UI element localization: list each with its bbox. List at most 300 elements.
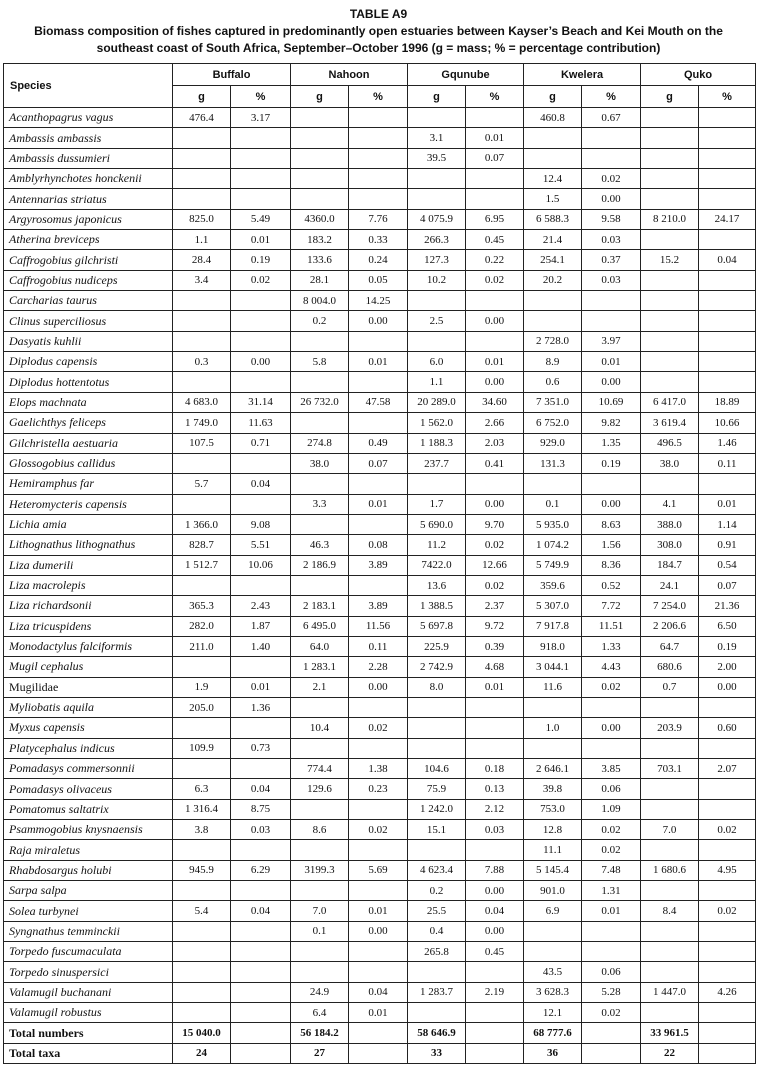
species-name: Diplodus capensis bbox=[4, 352, 173, 372]
mass-cell: 183.2 bbox=[291, 230, 349, 250]
mass-cell: 254.1 bbox=[524, 250, 582, 270]
mass-cell bbox=[173, 169, 231, 189]
species-name: Sarpa salpa bbox=[4, 881, 173, 901]
percent-cell bbox=[231, 1003, 291, 1023]
species-name: Pomadasys commersonnii bbox=[4, 759, 173, 779]
mass-cell bbox=[641, 291, 699, 311]
mass-cell: 237.7 bbox=[408, 453, 466, 473]
mass-cell: 0.1 bbox=[524, 494, 582, 514]
site-header-nahoon: Nahoon bbox=[291, 64, 408, 86]
mass-cell: 28.1 bbox=[291, 270, 349, 290]
percent-cell bbox=[582, 128, 641, 148]
percent-cell: 6.29 bbox=[231, 860, 291, 880]
total-cell: 15 040.0 bbox=[173, 1023, 231, 1043]
total-cell: 33 961.5 bbox=[641, 1023, 699, 1043]
table-row bbox=[4, 372, 756, 392]
percent-cell: 0.01 bbox=[582, 901, 641, 921]
percent-cell bbox=[699, 474, 756, 494]
table-row bbox=[4, 514, 756, 534]
mass-cell: 308.0 bbox=[641, 535, 699, 555]
percent-cell: 2.03 bbox=[466, 433, 524, 453]
table-caption bbox=[0, 6, 757, 57]
percent-cell bbox=[349, 799, 408, 819]
percent-cell: 10.66 bbox=[699, 413, 756, 433]
species-name: Gilchristella aestuaria bbox=[4, 433, 173, 453]
percent-cell: 0.52 bbox=[582, 575, 641, 595]
percent-cell: 0.73 bbox=[231, 738, 291, 758]
total-cell bbox=[582, 1023, 641, 1043]
percent-cell: 0.01 bbox=[466, 352, 524, 372]
mass-cell: 774.4 bbox=[291, 759, 349, 779]
percent-cell bbox=[349, 128, 408, 148]
mass-cell: 1 512.7 bbox=[173, 555, 231, 575]
unit-header-g: g bbox=[641, 86, 699, 108]
site-header-kwelera: Kwelera bbox=[524, 64, 641, 86]
percent-cell: 0.00 bbox=[231, 352, 291, 372]
mass-cell: 365.3 bbox=[173, 596, 231, 616]
mass-cell: 7 917.8 bbox=[524, 616, 582, 636]
mass-cell bbox=[641, 108, 699, 128]
total-cell: 27 bbox=[291, 1043, 349, 1063]
mass-cell: 5 697.8 bbox=[408, 616, 466, 636]
mass-cell bbox=[641, 921, 699, 941]
percent-cell bbox=[699, 148, 756, 168]
mass-cell bbox=[641, 942, 699, 962]
percent-cell bbox=[699, 881, 756, 901]
table-row bbox=[4, 128, 756, 148]
mass-cell: 828.7 bbox=[173, 535, 231, 555]
mass-cell bbox=[291, 881, 349, 901]
percent-cell: 1.46 bbox=[699, 433, 756, 453]
mass-cell bbox=[408, 738, 466, 758]
mass-cell: 7.0 bbox=[641, 820, 699, 840]
mass-cell bbox=[641, 840, 699, 860]
mass-cell: 6.3 bbox=[173, 779, 231, 799]
mass-cell bbox=[291, 962, 349, 982]
table-row bbox=[4, 331, 756, 351]
mass-cell: 21.4 bbox=[524, 230, 582, 250]
mass-cell: 274.8 bbox=[291, 433, 349, 453]
percent-cell: 21.36 bbox=[699, 596, 756, 616]
percent-cell bbox=[699, 697, 756, 717]
mass-cell bbox=[291, 413, 349, 433]
mass-cell bbox=[524, 128, 582, 148]
mass-cell: 680.6 bbox=[641, 657, 699, 677]
mass-cell: 26 732.0 bbox=[291, 392, 349, 412]
total-cell bbox=[466, 1023, 524, 1043]
table-body bbox=[4, 108, 756, 1064]
percent-cell bbox=[699, 189, 756, 209]
percent-cell bbox=[582, 921, 641, 941]
mass-cell: 703.1 bbox=[641, 759, 699, 779]
percent-cell: 10.69 bbox=[582, 392, 641, 412]
mass-cell: 0.1 bbox=[291, 921, 349, 941]
mass-cell bbox=[291, 148, 349, 168]
mass-cell: 918.0 bbox=[524, 636, 582, 656]
percent-cell bbox=[349, 108, 408, 128]
percent-cell: 0.02 bbox=[699, 901, 756, 921]
species-name: Diplodus hottentotus bbox=[4, 372, 173, 392]
table-row bbox=[4, 921, 756, 941]
species-name: Valamugil robustus bbox=[4, 1003, 173, 1023]
percent-cell: 47.58 bbox=[349, 392, 408, 412]
percent-cell bbox=[699, 372, 756, 392]
percent-cell: 0.18 bbox=[466, 759, 524, 779]
percent-cell: 1.09 bbox=[582, 799, 641, 819]
mass-cell: 24.9 bbox=[291, 982, 349, 1002]
mass-cell: 1 283.1 bbox=[291, 657, 349, 677]
mass-cell: 7 351.0 bbox=[524, 392, 582, 412]
mass-cell bbox=[641, 230, 699, 250]
table-row bbox=[4, 677, 756, 697]
mass-cell: 2 742.9 bbox=[408, 657, 466, 677]
total-cell: 22 bbox=[641, 1043, 699, 1063]
percent-cell: 8.36 bbox=[582, 555, 641, 575]
unit-header-pct: % bbox=[582, 86, 641, 108]
table-title: TABLE A9 bbox=[349, 7, 408, 21]
percent-cell: 0.03 bbox=[231, 820, 291, 840]
percent-cell: 0.06 bbox=[582, 962, 641, 982]
percent-cell: 7.88 bbox=[466, 860, 524, 880]
mass-cell: 7422.0 bbox=[408, 555, 466, 575]
table-row bbox=[4, 433, 756, 453]
species-name: Glossogobius callidus bbox=[4, 453, 173, 473]
mass-cell: 2 728.0 bbox=[524, 331, 582, 351]
percent-cell: 0.02 bbox=[582, 1003, 641, 1023]
table-row bbox=[4, 636, 756, 656]
percent-cell: 0.02 bbox=[466, 270, 524, 290]
percent-cell: 0.02 bbox=[582, 820, 641, 840]
mass-cell: 5.8 bbox=[291, 352, 349, 372]
mass-cell bbox=[173, 331, 231, 351]
species-name: Raja miraletus bbox=[4, 840, 173, 860]
mass-cell: 1.0 bbox=[524, 718, 582, 738]
percent-cell bbox=[349, 942, 408, 962]
mass-cell: 7 254.0 bbox=[641, 596, 699, 616]
mass-cell: 496.5 bbox=[641, 433, 699, 453]
mass-cell bbox=[173, 291, 231, 311]
species-name: Valamugil buchanani bbox=[4, 982, 173, 1002]
mass-cell: 3.1 bbox=[408, 128, 466, 148]
mass-cell: 2.5 bbox=[408, 311, 466, 331]
percent-cell bbox=[582, 474, 641, 494]
percent-cell bbox=[699, 291, 756, 311]
species-name: Rhabdosargus holubi bbox=[4, 860, 173, 880]
species-name: Gaelichthys feliceps bbox=[4, 413, 173, 433]
percent-cell bbox=[231, 494, 291, 514]
site-header-quko: Quko bbox=[641, 64, 756, 86]
total-cell bbox=[231, 1023, 291, 1043]
species-name: Elops machnata bbox=[4, 392, 173, 412]
mass-cell: 6.9 bbox=[524, 901, 582, 921]
percent-cell bbox=[231, 575, 291, 595]
mass-cell bbox=[641, 148, 699, 168]
percent-cell: 0.03 bbox=[582, 270, 641, 290]
percent-cell: 0.01 bbox=[349, 901, 408, 921]
percent-cell bbox=[699, 1003, 756, 1023]
mass-cell bbox=[408, 1003, 466, 1023]
percent-cell bbox=[466, 840, 524, 860]
mass-cell bbox=[173, 921, 231, 941]
mass-cell: 8.0 bbox=[408, 677, 466, 697]
mass-cell: 15.1 bbox=[408, 820, 466, 840]
percent-cell bbox=[349, 372, 408, 392]
mass-cell: 107.5 bbox=[173, 433, 231, 453]
percent-cell: 0.23 bbox=[349, 779, 408, 799]
species-name: Hemiramphus far bbox=[4, 474, 173, 494]
mass-cell bbox=[291, 840, 349, 860]
percent-cell bbox=[231, 331, 291, 351]
percent-cell: 2.00 bbox=[699, 657, 756, 677]
species-name: Pomatomus saltatrix bbox=[4, 799, 173, 819]
percent-cell bbox=[699, 799, 756, 819]
table-row bbox=[4, 250, 756, 270]
table-row bbox=[4, 596, 756, 616]
species-name: Syngnathus temminckii bbox=[4, 921, 173, 941]
mass-cell bbox=[641, 270, 699, 290]
percent-cell: 18.89 bbox=[699, 392, 756, 412]
table-row bbox=[4, 270, 756, 290]
total-cell bbox=[349, 1023, 408, 1043]
mass-cell: 6.4 bbox=[291, 1003, 349, 1023]
table-row bbox=[4, 962, 756, 982]
mass-cell: 104.6 bbox=[408, 759, 466, 779]
percent-cell bbox=[231, 840, 291, 860]
mass-cell: 5.7 bbox=[173, 474, 231, 494]
unit-header-g: g bbox=[524, 86, 582, 108]
total-label: Total numbers bbox=[4, 1023, 173, 1043]
percent-cell: 0.01 bbox=[231, 230, 291, 250]
percent-cell bbox=[699, 169, 756, 189]
percent-cell bbox=[231, 962, 291, 982]
mass-cell: 3 044.1 bbox=[524, 657, 582, 677]
mass-cell: 5 749.9 bbox=[524, 555, 582, 575]
percent-cell: 2.66 bbox=[466, 413, 524, 433]
percent-cell bbox=[699, 779, 756, 799]
percent-cell bbox=[349, 514, 408, 534]
mass-cell: 929.0 bbox=[524, 433, 582, 453]
percent-cell: 11.51 bbox=[582, 616, 641, 636]
mass-cell bbox=[641, 962, 699, 982]
mass-cell bbox=[641, 779, 699, 799]
table-row bbox=[4, 575, 756, 595]
percent-cell: 3.97 bbox=[582, 331, 641, 351]
percent-cell bbox=[349, 738, 408, 758]
mass-cell: 20.2 bbox=[524, 270, 582, 290]
mass-cell: 129.6 bbox=[291, 779, 349, 799]
table-row bbox=[4, 820, 756, 840]
mass-cell bbox=[524, 311, 582, 331]
percent-cell: 11.63 bbox=[231, 413, 291, 433]
species-name: Argyrosomus japonicus bbox=[4, 209, 173, 229]
mass-cell bbox=[291, 738, 349, 758]
mass-cell: 1 388.5 bbox=[408, 596, 466, 616]
mass-cell bbox=[291, 331, 349, 351]
percent-cell: 24.17 bbox=[699, 209, 756, 229]
total-row bbox=[4, 1023, 756, 1043]
mass-cell bbox=[408, 189, 466, 209]
percent-cell: 0.01 bbox=[582, 352, 641, 372]
percent-cell bbox=[699, 942, 756, 962]
percent-cell: 0.01 bbox=[349, 1003, 408, 1023]
percent-cell: 0.06 bbox=[582, 779, 641, 799]
percent-cell bbox=[466, 718, 524, 738]
mass-cell: 64.0 bbox=[291, 636, 349, 656]
table-row bbox=[4, 108, 756, 128]
percent-cell: 0.02 bbox=[231, 270, 291, 290]
percent-cell: 0.00 bbox=[466, 494, 524, 514]
mass-cell: 225.9 bbox=[408, 636, 466, 656]
mass-cell bbox=[408, 840, 466, 860]
total-cell bbox=[466, 1043, 524, 1063]
percent-cell bbox=[349, 575, 408, 595]
caption-line-1: Biomass composition of fishes captured in predominantly open estuaries between Kayser’s Beach and Kei Mouth on the bbox=[34, 24, 723, 38]
percent-cell: 0.71 bbox=[231, 433, 291, 453]
species-name: Lithognathus lithognathus bbox=[4, 535, 173, 555]
percent-cell bbox=[466, 1003, 524, 1023]
percent-cell: 1.35 bbox=[582, 433, 641, 453]
mass-cell: 0.6 bbox=[524, 372, 582, 392]
species-name: Solea turbynei bbox=[4, 901, 173, 921]
mass-cell: 5 690.0 bbox=[408, 514, 466, 534]
mass-cell: 3.4 bbox=[173, 270, 231, 290]
percent-cell: 1.36 bbox=[231, 697, 291, 717]
percent-cell: 10.06 bbox=[231, 555, 291, 575]
percent-cell: 2.28 bbox=[349, 657, 408, 677]
table-row bbox=[4, 982, 756, 1002]
percent-cell: 0.37 bbox=[582, 250, 641, 270]
percent-cell: 0.22 bbox=[466, 250, 524, 270]
percent-cell: 9.08 bbox=[231, 514, 291, 534]
mass-cell bbox=[173, 575, 231, 595]
mass-cell bbox=[641, 1003, 699, 1023]
percent-cell: 5.28 bbox=[582, 982, 641, 1002]
table-row bbox=[4, 616, 756, 636]
table-row bbox=[4, 474, 756, 494]
mass-cell bbox=[524, 474, 582, 494]
mass-cell bbox=[173, 942, 231, 962]
mass-cell bbox=[173, 128, 231, 148]
biomass-table bbox=[3, 63, 756, 1064]
mass-cell bbox=[173, 372, 231, 392]
percent-cell: 2.43 bbox=[231, 596, 291, 616]
mass-cell: 8 210.0 bbox=[641, 209, 699, 229]
species-name: Carcharias taurus bbox=[4, 291, 173, 311]
site-header-gqunube: Gqunube bbox=[408, 64, 524, 86]
percent-cell: 8.75 bbox=[231, 799, 291, 819]
mass-cell: 1.1 bbox=[408, 372, 466, 392]
mass-cell: 1 447.0 bbox=[641, 982, 699, 1002]
species-name: Platycephalus indicus bbox=[4, 738, 173, 758]
percent-cell: 31.14 bbox=[231, 392, 291, 412]
mass-cell: 1.7 bbox=[408, 494, 466, 514]
percent-cell: 0.00 bbox=[582, 494, 641, 514]
mass-cell: 753.0 bbox=[524, 799, 582, 819]
mass-cell: 10.4 bbox=[291, 718, 349, 738]
species-name: Liza tricuspidens bbox=[4, 616, 173, 636]
percent-cell: 5.51 bbox=[231, 535, 291, 555]
percent-cell: 0.13 bbox=[466, 779, 524, 799]
mass-cell: 6 588.3 bbox=[524, 209, 582, 229]
mass-cell: 6 752.0 bbox=[524, 413, 582, 433]
mass-cell bbox=[641, 881, 699, 901]
percent-cell: 0.54 bbox=[699, 555, 756, 575]
percent-cell: 1.14 bbox=[699, 514, 756, 534]
percent-cell bbox=[466, 189, 524, 209]
percent-cell: 0.04 bbox=[349, 982, 408, 1002]
percent-cell: 0.39 bbox=[466, 636, 524, 656]
mass-cell: 0.3 bbox=[173, 352, 231, 372]
percent-cell bbox=[699, 311, 756, 331]
percent-cell bbox=[466, 108, 524, 128]
mass-cell: 5.4 bbox=[173, 901, 231, 921]
percent-cell: 0.03 bbox=[466, 820, 524, 840]
mass-cell: 211.0 bbox=[173, 636, 231, 656]
unit-header-g: g bbox=[291, 86, 349, 108]
percent-cell: 0.01 bbox=[466, 128, 524, 148]
mass-cell bbox=[173, 962, 231, 982]
percent-cell bbox=[466, 331, 524, 351]
total-cell bbox=[349, 1043, 408, 1063]
percent-cell: 3.89 bbox=[349, 555, 408, 575]
percent-cell: 0.02 bbox=[582, 677, 641, 697]
mass-cell bbox=[408, 169, 466, 189]
percent-cell: 5.49 bbox=[231, 209, 291, 229]
percent-cell: 0.02 bbox=[582, 169, 641, 189]
table-row bbox=[4, 148, 756, 168]
mass-cell bbox=[524, 738, 582, 758]
mass-cell: 1 074.2 bbox=[524, 535, 582, 555]
percent-cell bbox=[349, 331, 408, 351]
mass-cell: 1 242.0 bbox=[408, 799, 466, 819]
mass-cell bbox=[291, 474, 349, 494]
mass-cell: 0.2 bbox=[291, 311, 349, 331]
mass-cell: 131.3 bbox=[524, 453, 582, 473]
total-cell bbox=[231, 1043, 291, 1063]
percent-cell: 0.04 bbox=[231, 779, 291, 799]
table-row bbox=[4, 352, 756, 372]
mass-cell: 11.1 bbox=[524, 840, 582, 860]
mass-cell bbox=[291, 128, 349, 148]
mass-cell bbox=[291, 372, 349, 392]
mass-cell: 901.0 bbox=[524, 881, 582, 901]
percent-cell bbox=[699, 331, 756, 351]
percent-cell bbox=[466, 962, 524, 982]
total-row bbox=[4, 1043, 756, 1063]
mass-cell: 25.5 bbox=[408, 901, 466, 921]
mass-cell bbox=[291, 189, 349, 209]
mass-cell: 24.1 bbox=[641, 575, 699, 595]
percent-cell: 0.04 bbox=[699, 250, 756, 270]
total-cell: 68 777.6 bbox=[524, 1023, 582, 1043]
mass-cell: 945.9 bbox=[173, 860, 231, 880]
mass-cell: 8 004.0 bbox=[291, 291, 349, 311]
percent-cell: 0.00 bbox=[466, 372, 524, 392]
percent-cell: 4.43 bbox=[582, 657, 641, 677]
percent-cell: 0.02 bbox=[466, 535, 524, 555]
percent-cell: 6.50 bbox=[699, 616, 756, 636]
percent-cell: 3.17 bbox=[231, 108, 291, 128]
table-row bbox=[4, 209, 756, 229]
percent-cell bbox=[349, 962, 408, 982]
percent-cell bbox=[231, 291, 291, 311]
percent-cell: 1.40 bbox=[231, 636, 291, 656]
table-row bbox=[4, 799, 756, 819]
percent-cell: 8.63 bbox=[582, 514, 641, 534]
mass-cell: 2 646.1 bbox=[524, 759, 582, 779]
total-cell: 33 bbox=[408, 1043, 466, 1063]
mass-cell: 127.3 bbox=[408, 250, 466, 270]
